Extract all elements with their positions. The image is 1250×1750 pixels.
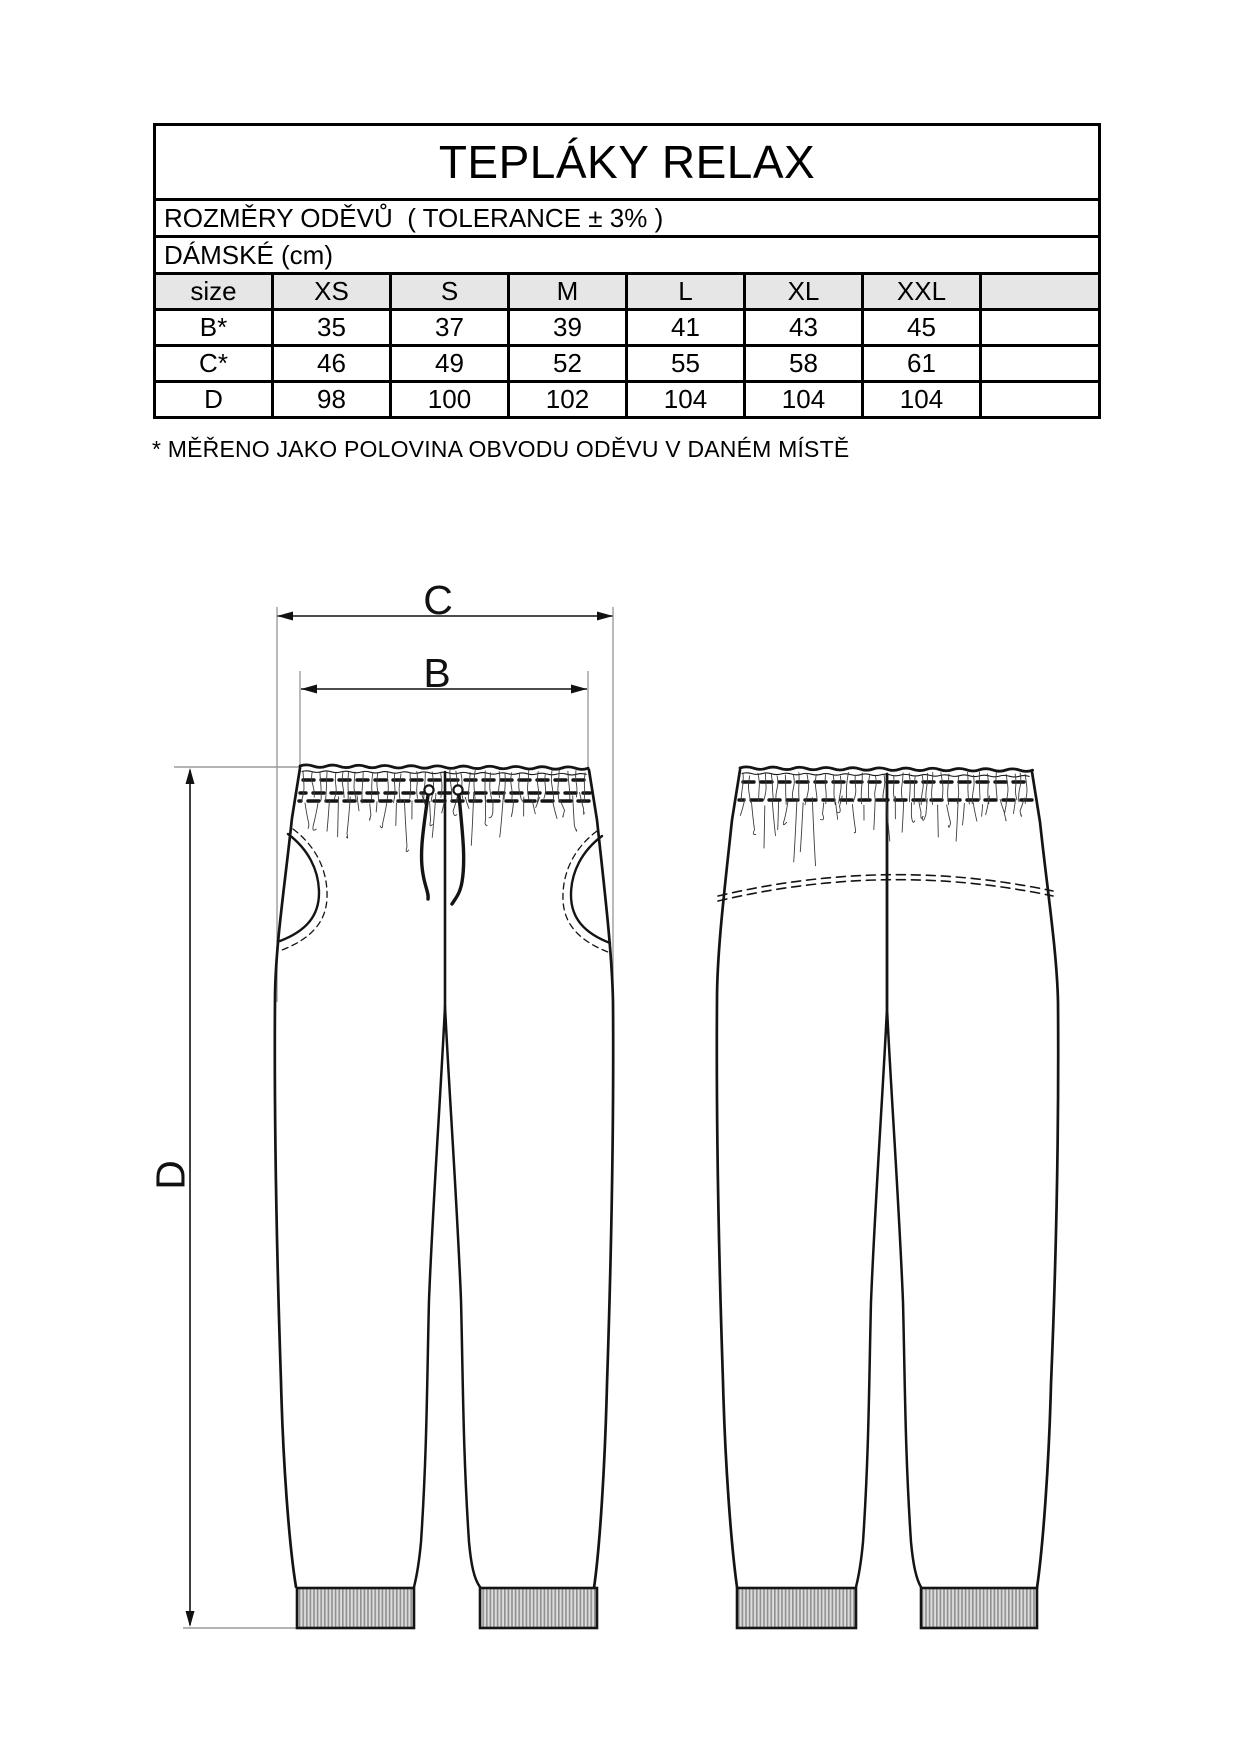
table-header-cell: S bbox=[391, 274, 509, 310]
back-right-cuff bbox=[921, 1588, 1037, 1628]
table-cell: 41 bbox=[627, 310, 745, 346]
table-header-cell: XXL bbox=[863, 274, 981, 310]
table-header-cell: XS bbox=[273, 274, 391, 310]
table-header-cell: M bbox=[509, 274, 627, 310]
table-cell: 43 bbox=[745, 310, 863, 346]
table-header-cell: size bbox=[155, 274, 273, 310]
table-cell: 104 bbox=[745, 382, 863, 418]
back-view bbox=[717, 767, 1058, 1628]
table-cell: 45 bbox=[863, 310, 981, 346]
table-cell: 100 bbox=[391, 382, 509, 418]
page-title: TEPLÁKY RELAX bbox=[155, 125, 1100, 200]
arrowhead bbox=[186, 1611, 195, 1627]
table-header-cell: L bbox=[627, 274, 745, 310]
back-yoke-seam bbox=[718, 875, 1053, 901]
pocket-left-opening bbox=[280, 834, 319, 941]
drawstring-cord-left bbox=[422, 795, 429, 899]
back-waistband-edge bbox=[740, 767, 1033, 772]
table-cell: 55 bbox=[627, 346, 745, 382]
drawstring bbox=[422, 785, 464, 904]
arrowhead bbox=[186, 768, 195, 784]
front-view bbox=[275, 765, 613, 1628]
table-cell: D bbox=[155, 382, 273, 418]
gather-wrinkles bbox=[740, 772, 1027, 866]
front-right-inseam bbox=[445, 1006, 480, 1587]
dimension-label-b: B bbox=[423, 650, 451, 696]
table-cell: 104 bbox=[627, 382, 745, 418]
measurement-footnote: * MĚŘENO JAKO POLOVINA OBVODU ODĚVU V DANÉM MÍSTĚ bbox=[152, 436, 850, 462]
table-cell: 102 bbox=[509, 382, 627, 418]
eyelet-right bbox=[453, 785, 462, 794]
back-waist-gathers bbox=[740, 772, 1027, 866]
table-cell: 39 bbox=[509, 310, 627, 346]
table-cell: C* bbox=[155, 346, 273, 382]
drawstring-cord-right bbox=[452, 795, 464, 904]
table-cell: 58 bbox=[745, 346, 863, 382]
arrowhead bbox=[301, 685, 317, 694]
front-right-cuff bbox=[480, 1588, 597, 1628]
arrowhead bbox=[597, 612, 613, 621]
front-left-inseam bbox=[414, 1006, 445, 1587]
back-right-inseam bbox=[887, 1008, 921, 1587]
back-left-cuff bbox=[737, 1588, 856, 1628]
front-left-cuff bbox=[297, 1588, 414, 1628]
table-header-cell: XL bbox=[745, 274, 863, 310]
front-waistband-edge bbox=[300, 765, 588, 770]
back-left-inseam bbox=[856, 1008, 887, 1587]
dimension-label-d: D bbox=[147, 1160, 194, 1190]
table-cell: B* bbox=[155, 310, 273, 346]
front-right-outseam bbox=[589, 770, 613, 1588]
table-cell: 35 bbox=[273, 310, 391, 346]
table-cell: 98 bbox=[273, 382, 391, 418]
table-cell: 104 bbox=[863, 382, 981, 418]
category-label: DÁMSKÉ (cm) bbox=[155, 237, 1100, 274]
table-cell: 46 bbox=[273, 346, 391, 382]
front-waist-gathers bbox=[301, 770, 585, 852]
table-cell: 52 bbox=[509, 346, 627, 382]
arrowhead bbox=[571, 685, 587, 694]
tolerance-note: ROZMĚRY ODĚVŮ ( TOLERANCE ± 3% ) bbox=[155, 200, 1100, 237]
arrowhead bbox=[277, 612, 293, 621]
table-cell: 61 bbox=[863, 346, 981, 382]
gather-wrinkles bbox=[301, 770, 585, 852]
dimension-label-c: C bbox=[423, 577, 453, 623]
eyelet-left bbox=[424, 785, 433, 794]
dimension-line-d bbox=[174, 767, 299, 1628]
table-cell: 37 bbox=[391, 310, 509, 346]
front-left-outseam bbox=[275, 768, 300, 1587]
table-cell: 49 bbox=[391, 346, 509, 382]
